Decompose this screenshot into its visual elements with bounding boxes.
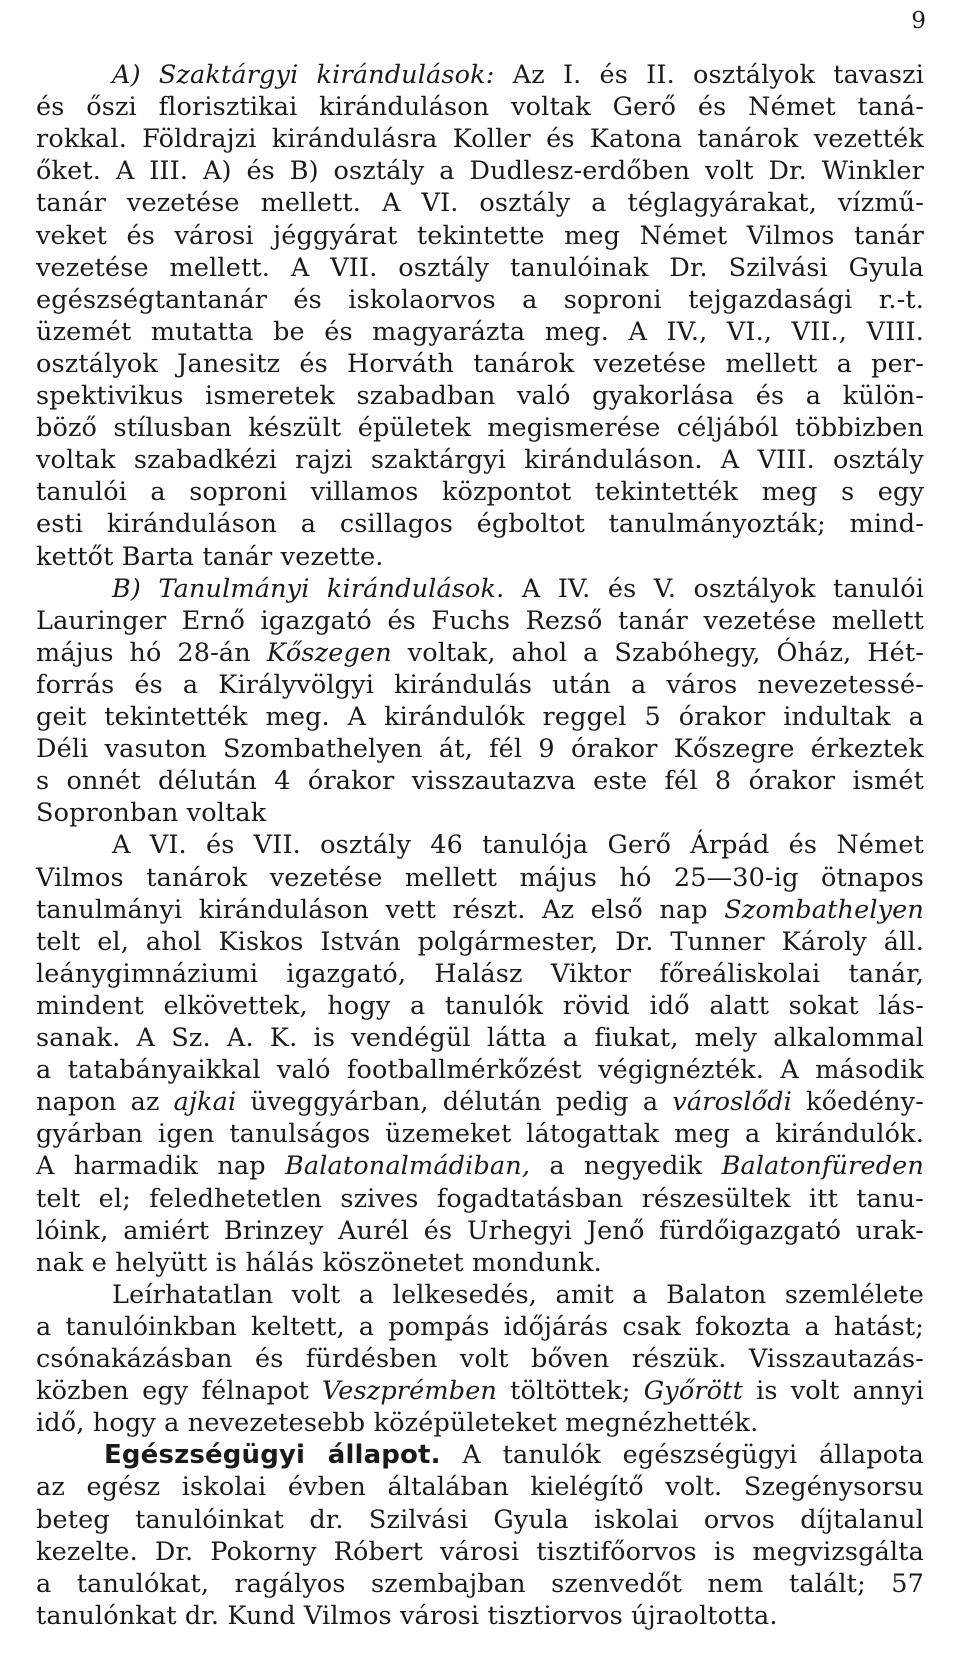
text-segment: geit tekintették meg. A kirándulók reggel 5 órakor indultak a	[36, 702, 924, 732]
text-segment: forrás és a Királyvölgyi kirándulás után a város nevezetessé-	[36, 669, 924, 700]
text-line	[36, 317, 924, 347]
text-segment: Sopronban voltak	[36, 798, 267, 829]
text-line	[36, 1151, 924, 1181]
text-line	[36, 445, 924, 475]
text-line	[36, 1569, 924, 1599]
text-line	[36, 670, 924, 700]
text-segment: leánygimnáziumi igazgató, Halász Viktor főreáliskolai tanár,	[36, 958, 924, 989]
text-segment: és őszi florisztikai kiránduláson voltak Gerő és Német taná-	[36, 92, 924, 123]
text-line	[104, 1440, 924, 1470]
text-line	[36, 1055, 924, 1085]
italic-text: Győrött	[643, 1376, 743, 1407]
text-line	[36, 1023, 924, 1053]
text-segment: vezetése mellett. A VII. osztály tanulóinak Dr. Szilvási Gyula	[36, 252, 924, 283]
text-segment: csónakázásban és fürdésben volt bőven részük. Visszautazás-	[36, 1344, 924, 1374]
text-segment: üzemét mutatta be és magyarázta meg. A IV., VI., VII., VIII.	[36, 316, 924, 347]
text-line	[36, 766, 924, 796]
text-line	[36, 413, 924, 443]
text-line	[112, 830, 924, 860]
text-segment: Déli vasuton Szombathelyen át, fél 9 órakor Kőszegre érkeztek	[36, 734, 924, 765]
text-line	[36, 1408, 924, 1438]
text-line	[36, 92, 924, 122]
text-segment: az egész iskolai évben általában kielégítő volt. Szegénysorsu	[36, 1472, 924, 1503]
text-segment: a tatabányaikkal való footballmérkőzést végignézték. A második	[36, 1055, 924, 1086]
text-line	[36, 798, 924, 828]
text-segment: telt el; feledhetetlen szives fogadtatásban részesültek itt tanu-	[36, 1183, 924, 1214]
text-segment: veket és városi jéggyárat tekintette meg Német Vilmos tanár	[36, 220, 924, 251]
text-segment: nak e helyütt is hálás köszönetet mondunk.	[36, 1247, 602, 1278]
text-line	[36, 1184, 924, 1214]
text-line	[36, 542, 924, 572]
text-segment: mindent elkövettek, hogy a tanulók rövid idő alatt sokat lás-	[36, 990, 924, 1021]
text-segment: kettőt Barta tanár vezette.	[36, 541, 384, 572]
text-line	[36, 1376, 924, 1406]
text-line	[36, 1087, 924, 1117]
italic-text: Veszprémben	[322, 1376, 498, 1407]
text-segment: is volt annyi	[742, 1376, 924, 1407]
text-segment: voltak szabadkézi rajzi szaktárgyi kiránduláson. A VIII. osztály	[36, 445, 924, 476]
text-segment: a tanulóinkban keltett, a pompás időjárás csak fokozta a hatást;	[36, 1311, 924, 1342]
text-segment: kőedény-	[791, 1087, 924, 1118]
page-number: 9	[911, 8, 926, 34]
text-line	[36, 1472, 924, 1502]
text-segment: május hó 28-án	[36, 637, 267, 668]
text-segment: töltöttek;	[497, 1376, 644, 1407]
text-line	[36, 1248, 924, 1278]
text-segment: őket. A III. A) és B) osztály a Dudlesz-erdőben volt Dr. Winkler	[36, 156, 924, 187]
text-segment: spektivikus ismeretek szabadban való gyakorlása és a külön-	[36, 381, 924, 411]
italic-text: Szombathelyen	[724, 894, 924, 925]
text-line	[36, 509, 924, 539]
italic-text: Balatonfüreden	[721, 1151, 924, 1182]
text-segment: rokkal. Földrajzi kirándulásra Koller és Katona tanárok vezették	[36, 124, 924, 155]
text-line	[36, 1312, 924, 1342]
text-segment: tanulmányi kiránduláson vett részt. Az első nap	[36, 894, 725, 925]
text-line	[36, 638, 924, 668]
text-line	[36, 863, 924, 893]
text-segment: böző stílusban készült épületek megismerése céljából többizben	[36, 413, 924, 444]
text-line	[36, 991, 924, 1021]
text-line	[36, 1119, 924, 1149]
text-line	[112, 60, 924, 90]
text-segment: voltak, ahol a Szabóhegy, Óház, Hét-	[391, 637, 924, 668]
italic-text: A) Szaktárgyi kirándulások:	[112, 60, 495, 90]
text-segment: tanár vezetése mellett. A VI. osztály a téglagyárakat, vízmű-	[36, 188, 924, 219]
text-line	[112, 574, 924, 604]
text-segment: gyárban igen tanulságos üzemeket látogattak meg a kirándulók.	[36, 1119, 924, 1150]
text-line	[36, 1505, 924, 1535]
italic-text: B) Tanulmányi kirándulások.	[112, 573, 505, 604]
text-line	[36, 1601, 924, 1631]
text-line	[36, 734, 924, 764]
italic-text: Balatonalmádiban,	[284, 1151, 531, 1182]
text-line	[36, 959, 924, 989]
text-segment: tanulónkat dr. Kund Vilmos városi tisztiorvos újraoltotta.	[36, 1600, 778, 1631]
text-line	[36, 927, 924, 957]
text-line	[36, 188, 924, 218]
text-segment: a negyedik	[530, 1151, 722, 1182]
text-segment: sanak. A Sz. A. K. is vendégül látta a fiukat, mely alkalommal	[36, 1023, 924, 1053]
text-line	[36, 895, 924, 925]
text-segment: Az I. és II. osztályok tavaszi	[494, 60, 924, 90]
text-line	[36, 124, 924, 154]
text-line	[36, 1537, 924, 1567]
text-line	[36, 349, 924, 379]
text-line	[36, 285, 924, 315]
text-segment: A tanulók egészségügyi állapota	[440, 1440, 924, 1471]
text-segment: lóink, amiért Brinzey Aurél és Urhegyi Jenő fürdőigazgató urak-	[36, 1215, 924, 1246]
text-segment: beteg tanulóinkat dr. Szilvási Gyula iskolai orvos díjtalanul	[36, 1504, 924, 1535]
text-segment: esti kiránduláson a csillagos égboltot tanulmányozták; mind-	[36, 509, 924, 540]
text-segment: A IV. és V. osztályok tanulói	[504, 573, 925, 604]
text-segment: A harmadik nap	[36, 1151, 285, 1182]
text-segment: kezelte. Dr. Pokorny Róbert városi tisztifőorvos is megvizsgálta	[36, 1536, 924, 1567]
text-line	[36, 606, 924, 636]
text-segment: A VI. és VII. osztály 46 tanulója Gerő Árpád és Német	[112, 830, 924, 861]
text-segment: a tanulókat, ragályos szembajban szenvedőt nem talált; 57	[36, 1568, 924, 1599]
text-line	[112, 1280, 924, 1310]
text-line	[36, 1216, 924, 1246]
section-heading: Egészségügyi állapot.	[104, 1440, 441, 1471]
text-line	[36, 156, 924, 186]
italic-text: ajkai	[173, 1087, 237, 1118]
text-segment: egészségtantanár és iskolaorvos a soproni tejgazdasági r.-t.	[36, 284, 924, 315]
text-segment: Leírhatatlan volt a lelkesedés, amit a Balaton szemlélete	[112, 1279, 924, 1310]
text-line	[36, 1344, 924, 1374]
text-segment: napon az	[36, 1087, 174, 1118]
text-segment: közben egy félnapot	[36, 1376, 323, 1407]
text-segment: üveggyárban, délután pedig a	[236, 1087, 673, 1118]
text-segment: idő, hogy a nevezetesebb középületeket megnézhették.	[36, 1408, 759, 1439]
text-segment: osztályok Janesitz és Horváth tanárok vezetése mellett a per-	[36, 348, 924, 379]
text-line	[36, 477, 924, 507]
text-segment: tanulói a soproni villamos központot tekintették meg s egy	[36, 477, 924, 508]
text-line	[36, 381, 924, 411]
italic-text: Kőszegen	[266, 637, 392, 668]
text-segment: Vilmos tanárok vezetése mellett május hó 25—30-ig ötnapos	[36, 862, 924, 893]
text-segment: Lauringer Ernő igazgató és Fuchs Rezső tanár vezetése mellett	[36, 605, 924, 636]
text-segment: telt el, ahol Kiskos István polgármester, Dr. Tunner Károly áll.	[36, 926, 924, 957]
text-line	[36, 702, 924, 732]
text-segment: s onnét délután 4 órakor visszautazva este fél 8 órakor ismét	[36, 766, 924, 797]
text-line	[36, 253, 924, 283]
text-line	[36, 221, 924, 251]
italic-text: városlődi	[672, 1087, 792, 1118]
